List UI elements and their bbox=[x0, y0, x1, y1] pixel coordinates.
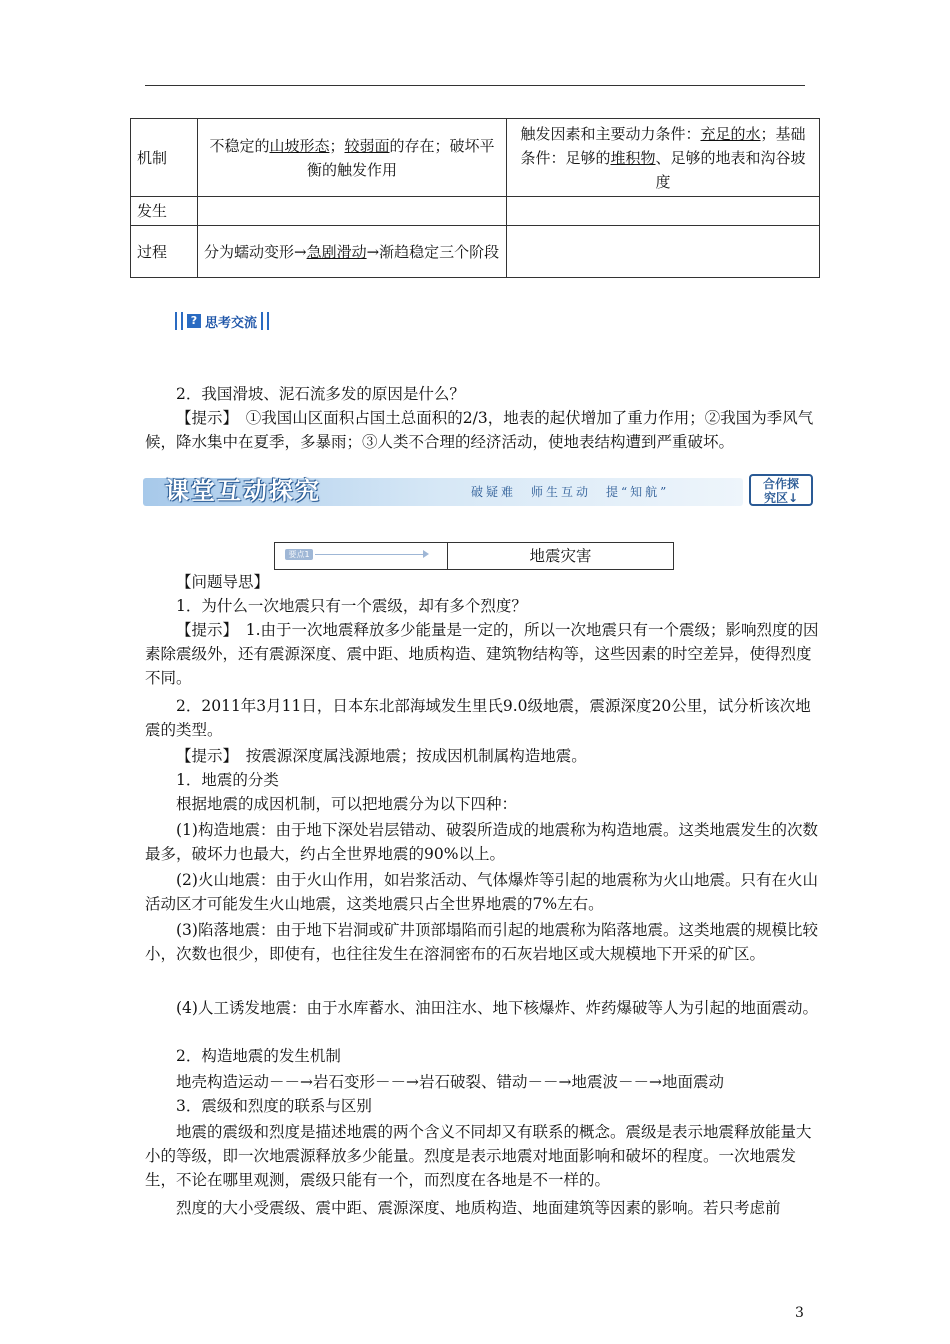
think-exchange-label bbox=[175, 310, 269, 332]
topic-marker bbox=[275, 543, 448, 569]
earthquake-type-2: (2)火山地震：由于火山作用，如岩浆活动、气体爆炸等引起的地震称为火山地震。只有在火山活动区才可能发生火山地震，这类地震只占全世界地震的7%左右。 bbox=[145, 871, 818, 913]
bar-decoration bbox=[261, 312, 263, 330]
section-1-title: 1．地震的分类 bbox=[176, 771, 279, 789]
arrow-line bbox=[315, 554, 425, 555]
topic-title: 地震灾害 bbox=[529, 547, 592, 565]
question-2: 2．我国滑坡、泥石流多发的原因是什么？ bbox=[176, 385, 465, 403]
landslide-mechanism-cell: 不稳定的山坡形态；较弱面的存在；破坏平衡的触发作用 bbox=[198, 119, 507, 197]
page-number: 3 bbox=[795, 1305, 804, 1321]
comparison-table bbox=[130, 118, 820, 278]
guide-hint-1: 【提示】 1.由于一次地震释放多少能量是一定的，所以一次地震只有一个震级；影响烈度的因素除震级外，还有震源深度、震中距、地质构造、建筑物结构等，这些因素的时空差异，使得烈度不同。 bbox=[145, 621, 819, 687]
bar-decoration bbox=[175, 312, 177, 330]
banner-motto: 破疑难 师生互动 提“知航” bbox=[471, 485, 670, 499]
arrow-right-icon bbox=[423, 550, 429, 558]
mudflow-mechanism-cell: 触发因素和主要动力条件：充足的水；基础条件：足够的堆积物、足够的地表和沟谷坡度 bbox=[507, 119, 820, 197]
guide-hint-2: 【提示】 按震源深度属浅源地震；按成因机制属构造地震。 bbox=[176, 747, 587, 765]
topic-header bbox=[274, 542, 674, 570]
earthquake-type-3: (3)陷落地震：由于地下岩洞或矿井顶部塌陷而引起的地震称为陷落地震。这类地震的规模比较小，次数也很少，即使有，也往往发生在溶洞密布的石灰岩地区或大规模地下开采的矿区。 bbox=[145, 921, 818, 963]
guide-label: 【问题导思】 bbox=[176, 573, 270, 591]
table-row bbox=[131, 119, 820, 197]
table-row bbox=[131, 226, 820, 278]
landslide-process-cell: 分为蠕动变形→急剧滑动→渐趋稳定三个阶段 bbox=[198, 226, 507, 278]
guide-question-1: 1．为什么一次地震只有一个震级，却有多个烈度？ bbox=[176, 597, 527, 615]
row-label: 机制 bbox=[131, 119, 198, 197]
bar-decoration bbox=[181, 312, 183, 330]
section-2-title: 2．构造地震的发生机制 bbox=[176, 1047, 341, 1065]
think-label-text: 思考交流 bbox=[205, 315, 258, 331]
topic-pill: 要点1 bbox=[285, 549, 313, 560]
guide-question-2: 2．2011年3月11日，日本东北部海域发生里氏9.0级地震，震源深度20公里，试分析该次地震的类型。 bbox=[145, 697, 811, 739]
section-3-paragraph-2: 烈度的大小受震级、震中距、震源深度、地质构造、地面建筑等因素的影响。若只考虑前 bbox=[176, 1199, 781, 1217]
banner-title: 课堂互动探究 bbox=[165, 476, 321, 505]
row-label: 过程 bbox=[131, 226, 198, 278]
hint-2: 【提示】 ①我国山区面积占国土总面积的2/3，地表的起伏增加了重力作用；②我国为季风气候，降水集中在夏季，多暴雨；③人类不合理的经济活动，使地表结构遭到严重破坏。 bbox=[145, 409, 814, 451]
section-3-paragraph-1: 地震的震级和烈度是描述地震的两个含义不同却又有联系的概念。震级是表示地震释放能量大小的等级，即一次地震源释放多少能量。烈度是表示地震对地面影响和破坏的程度。一次地震发生，不论在哪里观测，震级只能有一个，而烈度在各地是不一样的。 bbox=[145, 1123, 812, 1189]
question-icon: ? bbox=[187, 314, 201, 328]
table-row bbox=[131, 197, 820, 226]
table-cell bbox=[198, 197, 507, 226]
section-1-intro: 根据地震的成因机制，可以把地震分为以下四种： bbox=[176, 795, 518, 813]
section-banner bbox=[143, 474, 816, 508]
table-cell bbox=[507, 197, 820, 226]
mechanism-chain: 地壳构造运动－－→岩石变形－－→岩石破裂、错动－－→地震波－－→地面震动 bbox=[176, 1073, 724, 1091]
earthquake-type-4: (4)人工诱发地震：由于水库蓄水、油田注水、地下核爆炸、炸药爆破等人为引起的地面震动。 bbox=[176, 999, 818, 1017]
table-cell bbox=[507, 226, 820, 278]
earthquake-type-1: (1)构造地震：由于地下深处岩层错动、破裂所造成的地震称为构造地震。这类地震发生的次数最多，破坏力也最大，约占全世界地震的90%以上。 bbox=[145, 821, 818, 863]
row-label: 发生 bbox=[131, 197, 198, 226]
header-rule bbox=[145, 85, 805, 86]
section-3-title: 3．震级和烈度的联系与区别 bbox=[176, 1097, 372, 1115]
cooperative-zone-tag: 合作探 究区↓ bbox=[749, 474, 813, 506]
bar-decoration bbox=[267, 312, 269, 330]
